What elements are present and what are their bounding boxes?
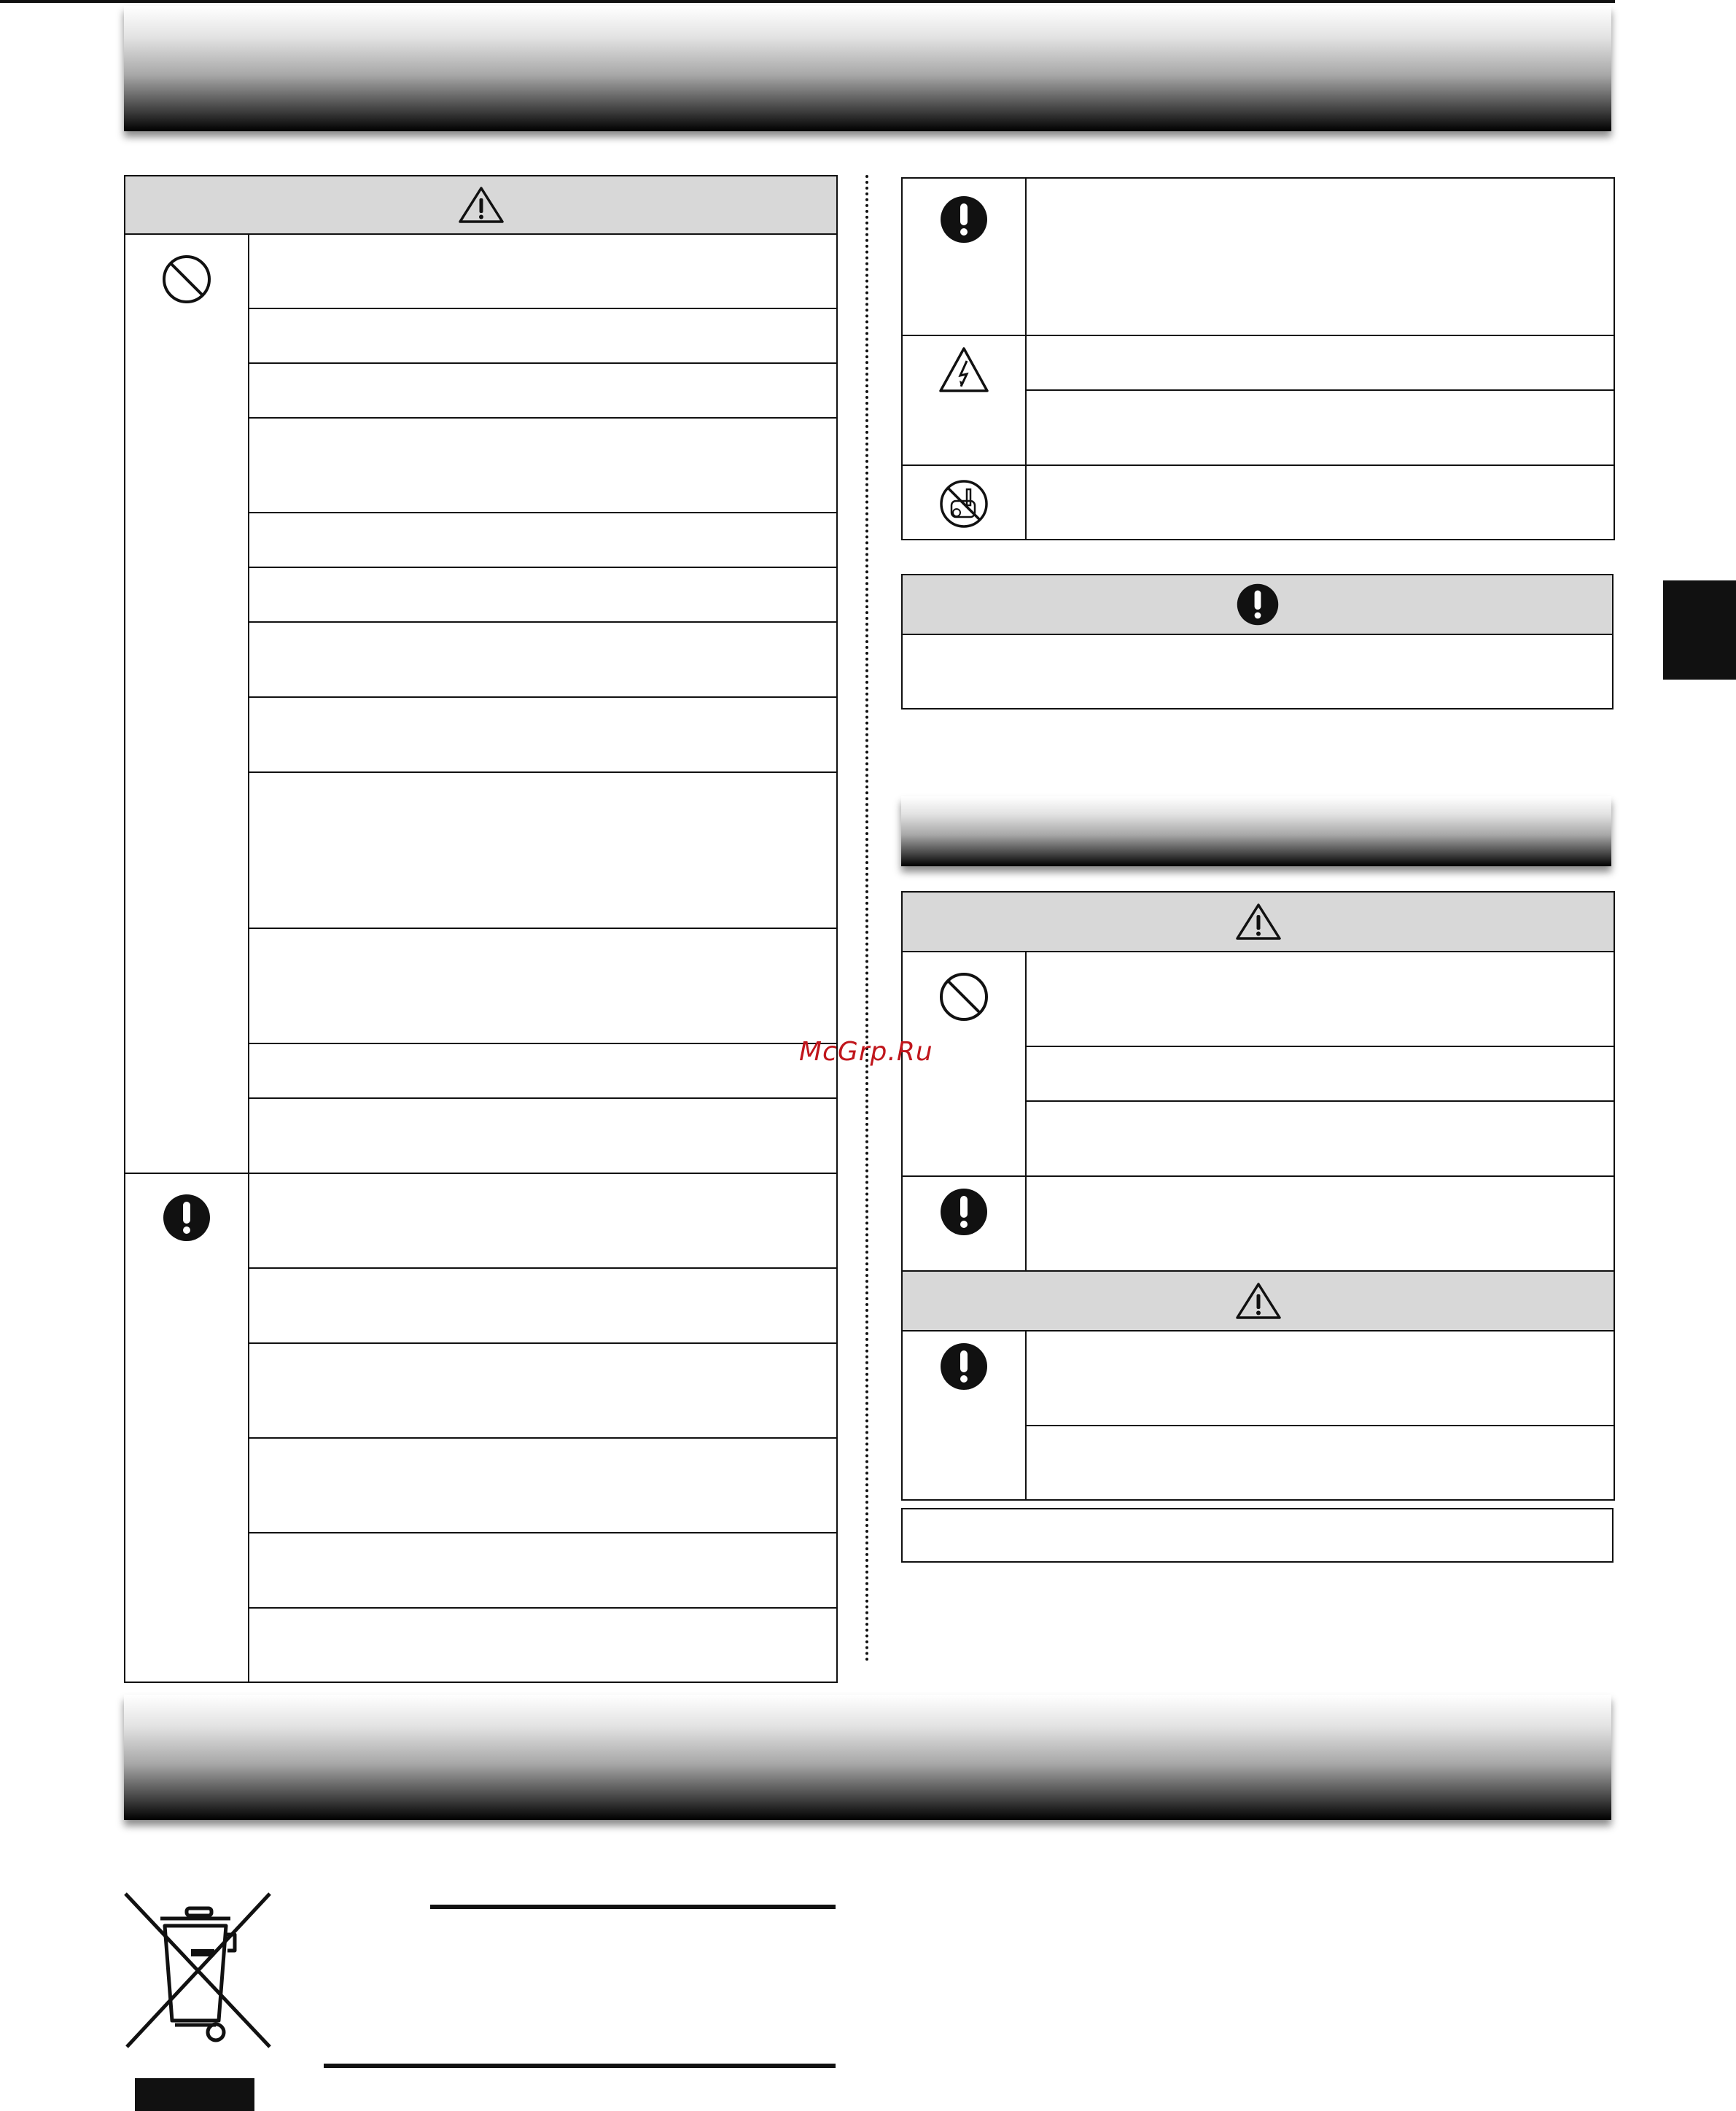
warning-triangle-icon — [1235, 903, 1282, 941]
prohibited-icon-cell — [125, 234, 249, 1173]
warning-item — [249, 363, 837, 418]
warning-table-right — [901, 177, 1615, 540]
warning-table-left — [124, 175, 838, 1683]
section-banner-sub — [901, 796, 1611, 866]
notice-table — [901, 574, 1614, 710]
column-divider — [865, 175, 868, 1663]
weee-symbol — [124, 1892, 273, 2054]
instruction-item — [249, 1438, 837, 1533]
warning-item — [249, 234, 837, 308]
symbol-label-box — [135, 2078, 254, 2111]
no-wet-hands-icon — [939, 479, 989, 529]
instruction-item — [249, 1173, 837, 1268]
instruction-item — [249, 1268, 837, 1343]
prohibited-circle-icon — [938, 971, 989, 1022]
warning-item — [249, 772, 837, 928]
watermark-text: McGrp.Ru — [799, 1037, 933, 1067]
page-side-tab — [1663, 580, 1736, 680]
caution-item — [1026, 1331, 1614, 1426]
note-box — [901, 1508, 1614, 1563]
disposal-rule-bottom — [324, 2064, 836, 2068]
no-wet-hands-icon-cell — [902, 465, 1026, 540]
section-banner-bottom — [124, 1695, 1611, 1820]
mandatory-icon-cell — [902, 1331, 1026, 1500]
warning-header — [125, 176, 837, 234]
electric-icon-cell — [902, 335, 1026, 465]
warning-item — [249, 1043, 837, 1098]
warning-item — [249, 1098, 837, 1173]
warning-item — [249, 567, 837, 622]
instruction-item — [249, 1343, 837, 1438]
warning-item — [249, 697, 837, 772]
warning-item — [249, 308, 837, 363]
warning-item — [1026, 1101, 1614, 1176]
instruction-item — [1026, 1176, 1614, 1271]
warning-item — [1026, 952, 1614, 1046]
warning-triangle-icon — [1235, 1282, 1282, 1320]
exclamation-circle-icon — [1236, 583, 1280, 626]
electric-shock-icon — [938, 346, 989, 393]
mandatory-icon-cell — [902, 1176, 1026, 1271]
warning-triangle-icon — [458, 186, 505, 224]
warning-item — [1026, 335, 1614, 390]
mandatory-icon-cell — [902, 178, 1026, 335]
warning-item — [249, 622, 837, 697]
instruction-item — [1026, 178, 1614, 335]
exclamation-circle-icon — [939, 1187, 989, 1237]
exclamation-circle-icon — [939, 195, 989, 244]
warning-item — [1026, 1046, 1614, 1101]
notice-header — [902, 575, 1613, 634]
mandatory-icon-cell — [125, 1173, 249, 1682]
warning-item — [249, 513, 837, 567]
top-rule — [0, 0, 1615, 3]
section-banner-top — [124, 6, 1611, 131]
warning-item — [249, 418, 837, 513]
notice-item — [902, 634, 1613, 709]
crossed-out-wheelie-bin-icon — [124, 1892, 273, 2054]
warning-item — [249, 928, 837, 1043]
caution-item — [1026, 1426, 1614, 1500]
warning-table-sub — [901, 891, 1615, 1501]
prohibited-circle-icon — [161, 254, 212, 305]
exclamation-circle-icon — [162, 1193, 211, 1243]
exclamation-circle-icon — [939, 1342, 989, 1391]
disposal-rule-top — [430, 1905, 836, 1909]
warning-item — [1026, 390, 1614, 465]
instruction-item — [249, 1533, 837, 1608]
warning-item — [1026, 465, 1614, 540]
instruction-item — [249, 1608, 837, 1682]
caution-header — [902, 1271, 1614, 1331]
warning-header — [902, 892, 1614, 952]
